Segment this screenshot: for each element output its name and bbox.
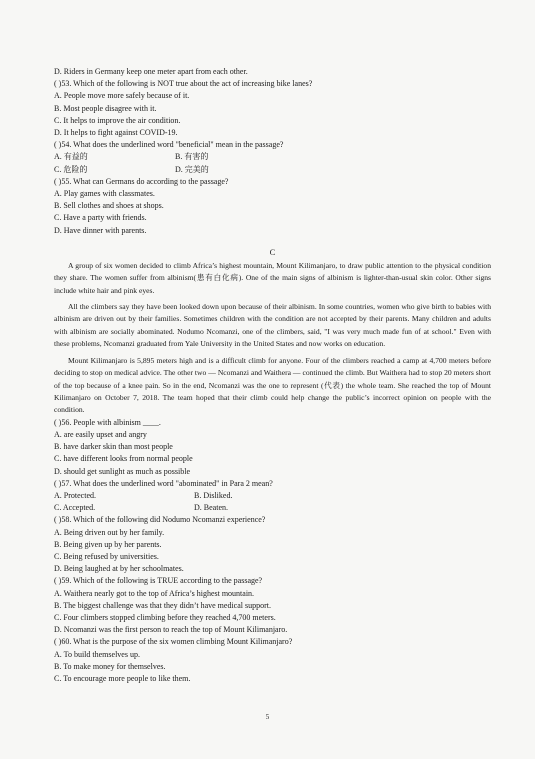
q55-option-d: D. Have dinner with parents.	[54, 225, 147, 235]
q54-option-a: A. 有益的	[54, 152, 88, 162]
q58-option-b: B. Being given up by her parents.	[54, 539, 162, 549]
q54-options-row-2	[54, 164, 491, 176]
q56-stem: ( )56. People with albinism ____.	[54, 417, 161, 427]
q59-stem: ( )59. Which of the following is TRUE according to the passage?	[54, 576, 263, 586]
q53-stem: ( )53. Which of the following is NOT true about the act of increasing bike lanes?	[54, 79, 313, 89]
q57-stem: ( )57. What does the underlined word "abominated" in Para 2 mean?	[54, 478, 273, 488]
q57-option-c: C. Accepted.	[54, 503, 96, 513]
q56-option-a: A. are easily upset and angry	[54, 429, 147, 439]
q59-option-d: D. Ncomanzi was the first person to reach the top of Mount Kilimanjaro.	[54, 625, 288, 635]
q56-option-c: C. have different looks from normal people	[54, 454, 193, 464]
q58-option-c: C. Being refused by universities.	[54, 551, 159, 561]
q53-option-a: A. People move more safely because of it.	[54, 91, 190, 101]
q58-option-d: D. Being laughed at by her schoolmates.	[54, 564, 184, 574]
q57-options-row-2	[54, 502, 491, 514]
q58-option-a: A. Being driven out by her family.	[54, 527, 165, 537]
q59-option-a: A. Waithera nearly got to the top of Africa’s highest mountain.	[54, 588, 255, 598]
passage-c-paragraph-1: A group of six women decided to climb Africa’s highest mountain, Mount Kilimanjaro, to draw public attention to the physical condition they share. The women suffer from albinism(患有白化病). One of the main signs of albinism is lighter-than-usual skin color. Other signs include white hair and pink eyes.	[54, 260, 491, 295]
q60-option-a: A. To build themselves up.	[54, 649, 140, 659]
q55-option-a: A. Play games with classmates.	[54, 189, 155, 199]
passage-c-heading: C	[269, 246, 276, 257]
q54-option-c: C. 危险的	[54, 164, 88, 174]
q60-stem: ( )60. What is the purpose of the six women climbing Mount Kilimanjaro?	[54, 637, 293, 647]
q60-option-b: B. To make money for themselves.	[54, 661, 166, 671]
q54-stem: ( )54. What does the underlined word "beneficial" mean in the passage?	[54, 140, 284, 150]
q56-option-d: D. should get sunlight as much as possible	[54, 466, 190, 476]
q57-options-row-1	[54, 490, 491, 502]
q53-option-b: B. Most people disagree with it.	[54, 103, 157, 113]
q59-option-b: B. The biggest challenge was that they didn’t have medical support.	[54, 600, 271, 610]
q54-options-row-1	[54, 151, 491, 163]
q58-stem: ( )58. Which of the following did Nodumo Ncomanzi experience?	[54, 515, 266, 525]
q55-option-b: B. Sell clothes and shoes at shops.	[54, 201, 164, 211]
q57-option-d: D. Beaten.	[194, 503, 228, 513]
q55-stem: ( )55. What can Germans do according to the passage?	[54, 176, 229, 186]
q59-option-c: C. Four climbers stopped climbing before they reached 4,700 meters.	[54, 612, 276, 622]
page-number: 5	[265, 713, 270, 721]
passage-b-tail	[54, 66, 491, 237]
q56-option-b: B. have darker skin than most people	[54, 442, 173, 452]
q53-option-c: C. It helps to improve the air condition.	[54, 115, 181, 125]
passage-c-paragraph-3: Mount Kilimanjaro is 5,895 meters high and is a difficult climb for anyone. Four of the climbers reached a camp at 4,700 meters before deciding to stop on medical advice. The other two — Ncomanzi and Waithera — continued the climb. But Waithera had to stop 20 meters short of the top because of a knee pain. So in the end, Ncomanzi was the one to represent (代表) the whole team. She reached the top of Mount Kilimanjaro on October 7, 2018. The team hoped that their climb could help change the public’s incorrect opinion on people with the condition.	[54, 355, 491, 415]
q57-option-a: A. Protected.	[54, 490, 96, 500]
q57-option-b: B. Disliked.	[194, 490, 233, 500]
q60-option-c: C. To encourage more people to like them.	[54, 673, 191, 683]
passage-c-paragraph-2: All the climbers say they have been looked down upon because of their albinism. In some countries, women who give birth to babies with albinism are driven out by their families. Sometimes children with the condition are not accepted by their parents. Many children and adults with albinism are socially abominated. Nodumo Ncomanzi, one of the climbers, said, "I was very much made fun of at school." Even with these problems, Ncomanzi graduated from Yale University in the United States and now works on education.	[54, 302, 491, 349]
q54-option-b: B. 有害的	[175, 152, 209, 162]
q54-option-d: D. 完美的	[175, 164, 209, 174]
q53-option-d: D. It helps to fight against COVID-19.	[54, 128, 178, 138]
q52-option-d: D. Riders in Germany keep one meter apart from each other.	[54, 67, 248, 76]
q55-option-c: C. Have a party with friends.	[54, 213, 147, 223]
